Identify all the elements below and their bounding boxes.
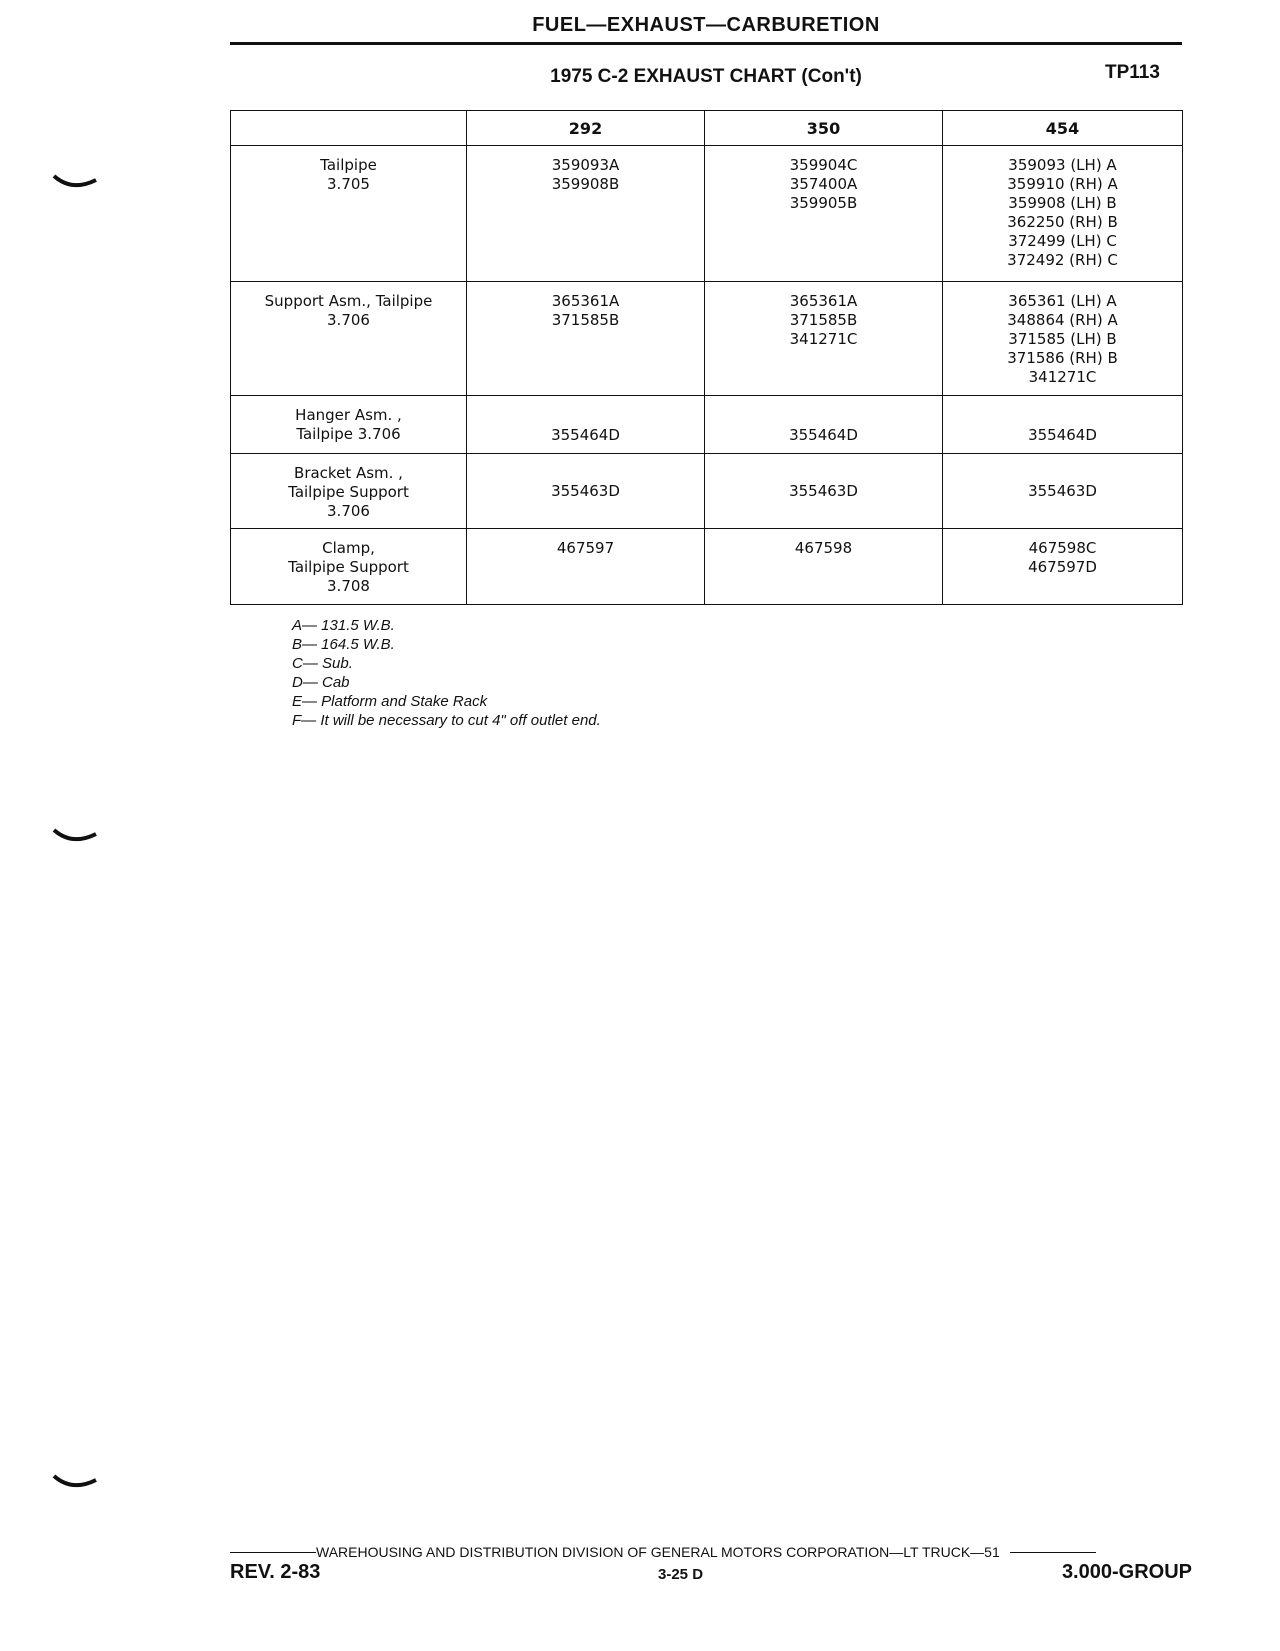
revision-label: REV. 2-83 bbox=[230, 1561, 321, 1583]
binder-hole-mark bbox=[52, 828, 98, 844]
part-ref: 3.708 bbox=[327, 577, 370, 595]
column-header: 454 bbox=[943, 111, 1183, 146]
cell-292 bbox=[467, 396, 705, 454]
part-number: 359904C bbox=[789, 156, 858, 174]
chart-code: TP113 bbox=[1105, 62, 1160, 83]
part-cell bbox=[231, 529, 467, 605]
cell-454 bbox=[943, 529, 1183, 605]
footer-rule bbox=[1010, 1552, 1096, 1553]
part-number: 355463D bbox=[551, 481, 620, 500]
cell-454 bbox=[943, 396, 1183, 454]
cell-350 bbox=[705, 529, 943, 605]
part-number: 371585 (LH) B bbox=[1008, 330, 1117, 348]
cell-454 bbox=[943, 282, 1183, 396]
part-number: 355464D bbox=[1028, 426, 1097, 444]
part-ref: 3.706 bbox=[327, 502, 370, 520]
part-number: 467597 bbox=[556, 539, 615, 557]
part-ref: 3.706 bbox=[327, 311, 370, 329]
footnote: E— Platform and Stake Rack bbox=[292, 693, 488, 710]
footer-text: WAREHOUSING AND DISTRIBUTION DIVISION OF GENERAL MOTORS CORPORATION—LT TRUCK—51 bbox=[316, 1544, 1000, 1560]
table-header-row bbox=[231, 111, 1183, 146]
part-number: 467597D bbox=[1028, 558, 1097, 576]
footer-rule bbox=[230, 1552, 316, 1553]
part-number: 371585B bbox=[551, 311, 620, 329]
footer-line bbox=[230, 1544, 1192, 1560]
column-header bbox=[231, 111, 467, 146]
cell-350 bbox=[705, 282, 943, 396]
part-number: 355463D bbox=[789, 481, 858, 500]
part-name: Support Asm., Tailpipe bbox=[264, 292, 433, 310]
part-ref: Tailpipe 3.706 bbox=[296, 425, 401, 443]
cell-292 bbox=[467, 146, 705, 282]
part-number: 365361 (LH) A bbox=[1008, 292, 1117, 310]
cell-350 bbox=[705, 396, 943, 454]
part-cell bbox=[231, 146, 467, 282]
part-number: 467598 bbox=[794, 539, 853, 557]
page-number: 3-25 D bbox=[658, 1566, 704, 1583]
part-cell bbox=[231, 282, 467, 396]
part-name: Clamp, bbox=[322, 539, 375, 557]
footnote: F— It will be necessary to cut 4" off outlet end. bbox=[292, 712, 601, 729]
binder-hole-mark bbox=[52, 1474, 98, 1490]
table-row bbox=[231, 529, 1183, 605]
table-row bbox=[231, 282, 1183, 396]
part-name: Tailpipe bbox=[320, 156, 377, 174]
part-number: 372499 (LH) C bbox=[1008, 232, 1117, 250]
part-ref: Tailpipe Support bbox=[288, 558, 409, 576]
table-row bbox=[231, 396, 1183, 454]
table-row bbox=[231, 146, 1183, 282]
part-number: 365361A bbox=[551, 292, 620, 310]
header-rule bbox=[230, 42, 1182, 45]
footnote: A— 131.5 W.B. bbox=[292, 617, 395, 634]
binder-hole-mark bbox=[52, 174, 98, 190]
cell-350 bbox=[705, 454, 943, 529]
footnote: B— 164.5 W.B. bbox=[292, 636, 395, 653]
part-number: 359910 (RH) A bbox=[1007, 175, 1118, 193]
part-ref: 3.705 bbox=[327, 175, 370, 193]
column-header: 292 bbox=[467, 111, 705, 146]
part-number: 355464D bbox=[789, 426, 858, 444]
column-header: 350 bbox=[705, 111, 943, 146]
footnote: C— Sub. bbox=[292, 655, 353, 672]
section-title: FUEL—EXHAUST—CARBURETION bbox=[532, 14, 880, 36]
table-row bbox=[231, 454, 1183, 529]
part-number: 341271C bbox=[789, 330, 858, 348]
part-number: 371586 (RH) B bbox=[1007, 349, 1118, 367]
footnotes bbox=[292, 616, 601, 730]
part-number: 341271C bbox=[1028, 368, 1097, 386]
part-number: 371585B bbox=[789, 311, 858, 329]
part-number: 359908 (LH) B bbox=[1008, 194, 1117, 212]
part-name: Hanger Asm. , bbox=[295, 406, 402, 424]
part-cell bbox=[231, 454, 467, 529]
part-number: 355463D bbox=[1028, 481, 1097, 500]
exhaust-parts-table bbox=[230, 110, 1183, 605]
part-number: 357400A bbox=[789, 175, 858, 193]
footnote: D— Cab bbox=[292, 674, 350, 691]
cell-292 bbox=[467, 282, 705, 396]
part-number: 362250 (RH) B bbox=[1007, 213, 1118, 231]
part-number: 359093 (LH) A bbox=[1008, 156, 1117, 174]
part-number: 359908B bbox=[551, 175, 620, 193]
chart-title: 1975 C-2 EXHAUST CHART (Con't) bbox=[550, 66, 862, 87]
part-number: 355464D bbox=[551, 426, 620, 444]
part-number: 372492 (RH) C bbox=[1007, 251, 1118, 269]
cell-454 bbox=[943, 146, 1183, 282]
part-number: 359093A bbox=[551, 156, 620, 174]
part-number: 365361A bbox=[789, 292, 858, 310]
cell-292 bbox=[467, 454, 705, 529]
part-cell bbox=[231, 396, 467, 454]
part-number: 467598C bbox=[1028, 539, 1097, 557]
group-label: 3.000-GROUP bbox=[1061, 1561, 1192, 1583]
part-name: Bracket Asm. , bbox=[294, 464, 403, 482]
cell-454 bbox=[943, 454, 1183, 529]
cell-292 bbox=[467, 529, 705, 605]
cell-350 bbox=[705, 146, 943, 282]
part-ref: Tailpipe Support bbox=[288, 483, 409, 501]
part-number: 359905B bbox=[789, 194, 858, 212]
part-number: 348864 (RH) A bbox=[1007, 311, 1118, 329]
